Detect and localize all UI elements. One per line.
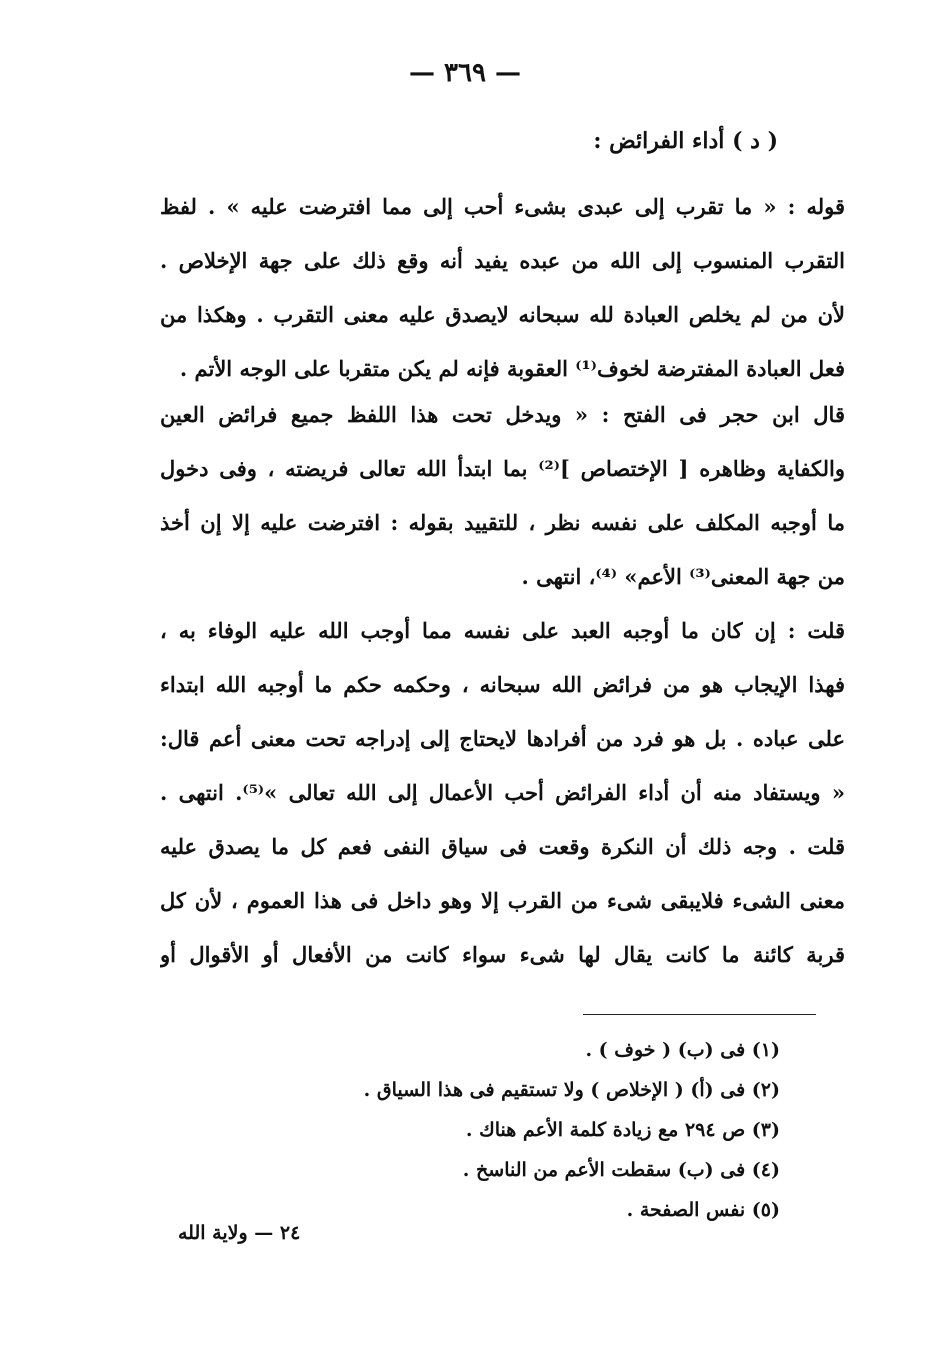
- footnote-divider: [583, 1014, 816, 1015]
- text-line: قلت . وجه ذلك أن النكرة وقعت فى سياق النفى فعم كل ما يصدق عليه: [160, 834, 845, 859]
- paragraph-3: [160, 604, 845, 982]
- paragraph-1: [160, 180, 845, 396]
- text-line: على عباده . بل هو فرد من أفرادها لايحتاج إلى إدراجه تحت معنى أعم قال:: [160, 726, 845, 751]
- text-line: فهذا الإيجاب هو من فرائض الله سبحانه ، وحكمه حكم ما أوجبه الله ابتداء: [160, 672, 845, 697]
- footnote-item: (٤) فى (ب) سقطت الأعم من الناسخ .: [462, 1159, 780, 1181]
- paragraph-2: [160, 388, 845, 604]
- page-number: — ٣٦٩ —: [408, 58, 522, 88]
- signature-mark: ٢٤ — ولاية الله: [178, 1222, 301, 1244]
- footnotes: [260, 1030, 780, 1230]
- footnote-item: (٥) نفس الصفحة .: [626, 1199, 780, 1221]
- text-line: معنى الشىء فلايبقى شىء من القرب إلا وهو داخل فى هذا العموم ، لأن كل: [160, 888, 845, 913]
- text-line: قال ابن حجر فى الفتح : « ويدخل تحت هذا اللفظ جميع فرائض العين: [160, 402, 845, 427]
- text-line: لأن من لم يخلص العبادة لله سبحانه لايصدق عليه معنى التقرب . وهكذا من: [160, 302, 845, 327]
- text-line: والكفاية وظاهره [ الإختصاص ]⁽²⁾ بما ابتدأ الله تعالى فريضته ، وفى دخول: [160, 456, 845, 481]
- footnote-item: (٣) ص ٢٩٤ مع زيادة كلمة الأعم هناك .: [465, 1119, 780, 1141]
- text-line: قلت : إن كان ما أوجبه العبد على نفسه مما أوجب الله عليه الوفاء به ،: [160, 618, 845, 643]
- text-line: من جهة المعنى⁽³⁾ الأعم» ⁽⁴⁾، انتهى .: [521, 564, 845, 589]
- text-line: فعل العبادة المفترضة لخوف⁽¹⁾ العقوبة فإنه لم يكن متقربا على الوجه الأتم .: [179, 356, 845, 381]
- text-line: قوله : « ما تقرب إلى عبدى بشىء أحب إلى مما افترضت عليه » . لفظ: [160, 194, 845, 219]
- footnote-item: (٢) فى (أ) ( الإخلاص ) ولا تستقيم فى هذا السياق .: [363, 1079, 780, 1101]
- footnote-item: (١) فى (ب) ( خوف ) .: [585, 1039, 780, 1061]
- text-line: التقرب المنسوب إلى الله من عبده يفيد أنه وقع ذلك على جهة الإخلاص .: [160, 248, 845, 273]
- text-line: قربة كائنة ما كانت يقال لها شىء سواء كانت من الأفعال أو الأقوال أو: [160, 942, 845, 967]
- text-line: ما أوجبه المكلف على نفسه نظر ، للتقييد بقوله : افترضت عليه إلا إن أخذ: [160, 510, 845, 535]
- section-heading: ( د ) أداء الفرائض :: [593, 128, 778, 154]
- text-line: « ويستفاد منه أن أداء الفرائض أحب الأعمال إلى الله تعالى »⁽⁵⁾. انتهى .: [160, 780, 845, 805]
